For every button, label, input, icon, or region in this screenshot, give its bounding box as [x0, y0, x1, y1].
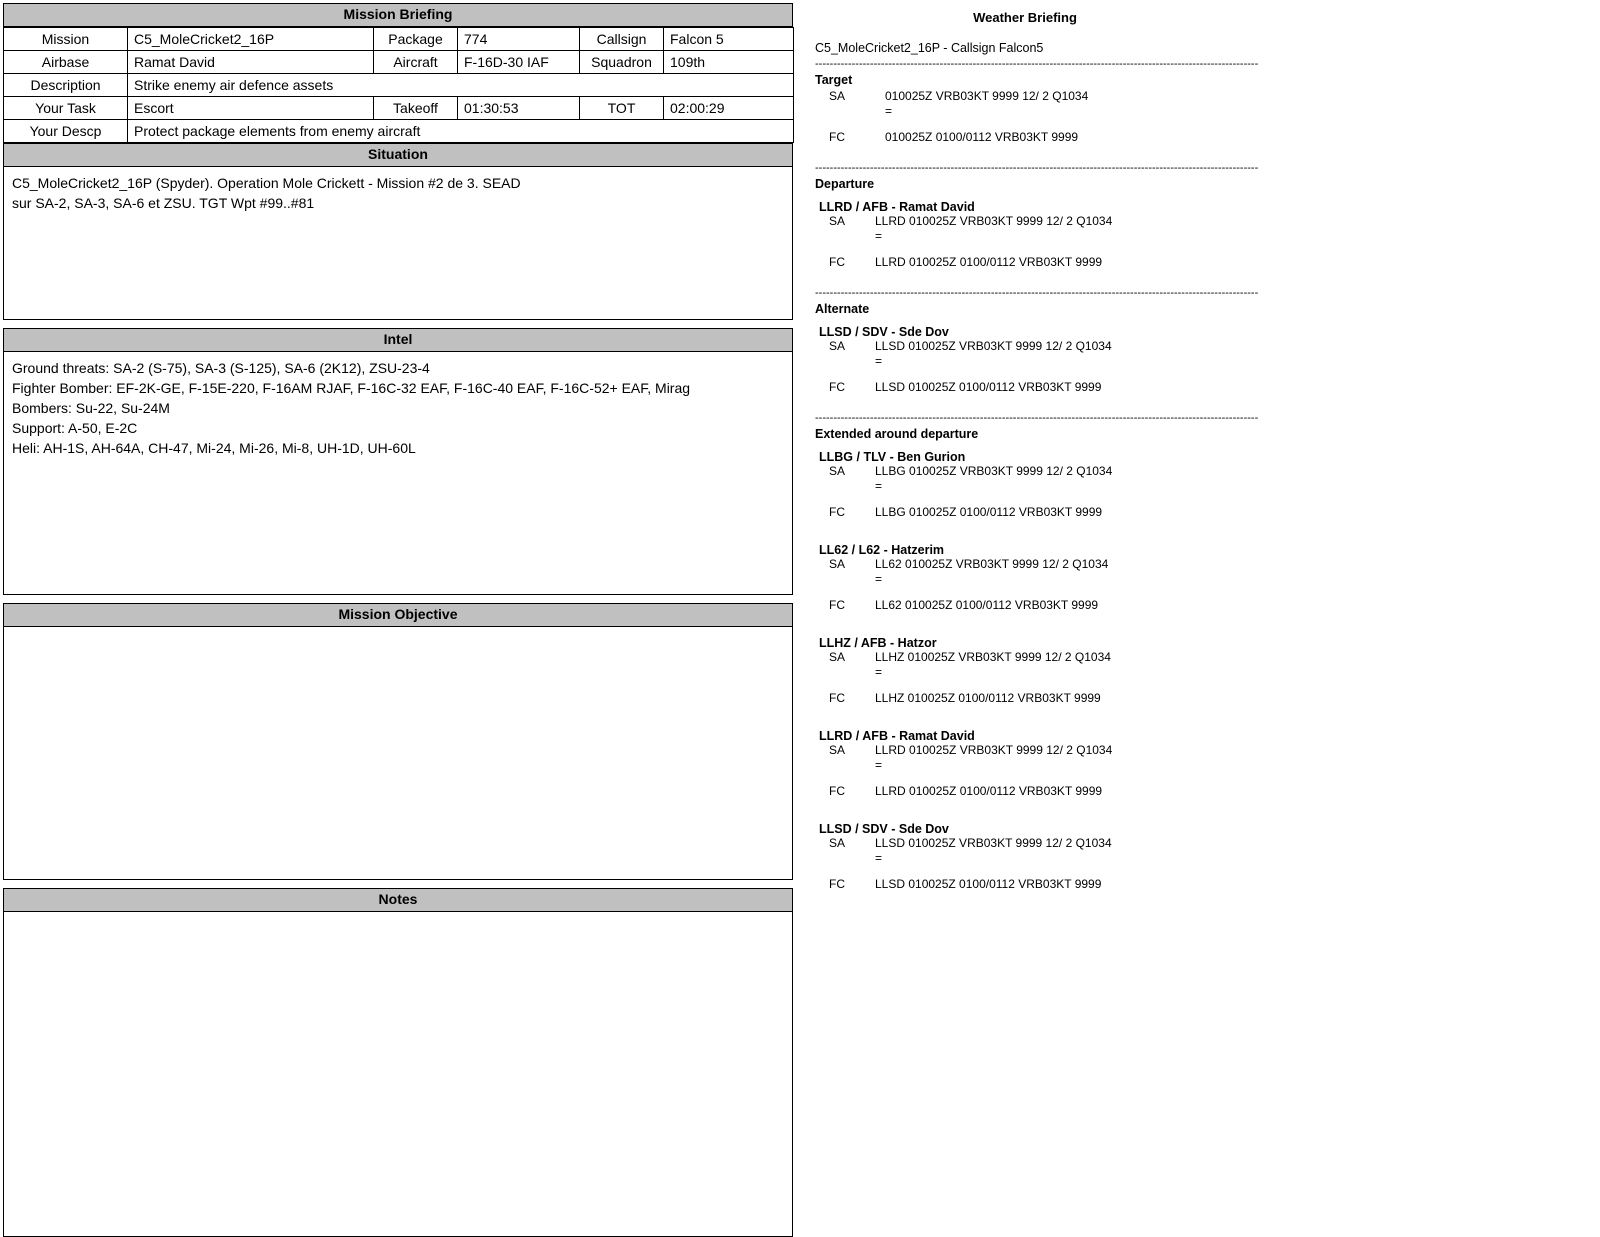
- observation-text: 010025Z 0100/0112 VRB03KT 9999: [885, 130, 1079, 144]
- observation-text: LLHZ 010025Z 0100/0112 VRB03KT 9999: [875, 691, 1101, 705]
- aircraft-value: F-16D-30 IAF: [458, 51, 580, 74]
- observation-text: =: [875, 572, 883, 586]
- observation-kind: [829, 479, 875, 494]
- observation-kind: [829, 104, 885, 119]
- weather-observation-row: [829, 665, 1575, 680]
- spacer: [815, 706, 1575, 720]
- table-row: [4, 28, 794, 51]
- spacer: [3, 320, 793, 328]
- observation-text: LLBG 010025Z 0100/0112 VRB03KT 9999: [875, 505, 1103, 519]
- observation-kind: FC: [829, 598, 845, 612]
- observation-kind: FC: [829, 255, 845, 269]
- observation-text: LLHZ 010025Z VRB03KT 9999 12/ 2 Q1034: [875, 650, 1111, 664]
- observation-text: =: [875, 851, 883, 865]
- airbase-label: Airbase: [4, 51, 128, 74]
- observation-kind: [829, 758, 875, 773]
- observation-kind: FC: [829, 130, 845, 144]
- observation-text: LLSD 010025Z VRB03KT 9999 12/ 2 Q1034: [875, 836, 1112, 850]
- weather-observation-row: [829, 851, 1575, 866]
- weather-observation-row: [829, 255, 1575, 270]
- mission-briefing-panel: [3, 3, 793, 1237]
- observation-text: LLRD 010025Z VRB03KT 9999 12/ 2 Q1034: [875, 214, 1113, 228]
- observation-text: =: [875, 665, 883, 679]
- observation-kind: [829, 572, 875, 587]
- observation-kind: SA: [829, 339, 846, 353]
- tot-value: 02:00:29: [664, 97, 794, 120]
- observation-kind: FC: [829, 784, 845, 798]
- weather-observation-row: [829, 877, 1575, 892]
- situation-body: [3, 167, 793, 320]
- weather-group-title: Extended around departure: [815, 427, 979, 441]
- weather-observation-row: [829, 89, 1575, 104]
- observation-text: =: [875, 758, 883, 772]
- divider-rule: -------------------------------------------------------------------------------------------------------------------------: [815, 162, 1259, 174]
- takeoff-value: 01:30:53: [458, 97, 580, 120]
- intel-line: Bombers: Su-22, Su-24M: [12, 400, 170, 416]
- weather-station-name: LLSD / SDV - Sde Dov: [819, 822, 949, 836]
- table-row: [4, 120, 794, 143]
- situation-line: sur SA-2, SA-3, SA-6 et ZSU. TGT Wpt #99..#81: [12, 195, 315, 211]
- observation-text: LLRD 010025Z 0100/0112 VRB03KT 9999: [875, 255, 1103, 269]
- weather-station-name: LLHZ / AFB - Hatzor: [819, 636, 937, 650]
- weather-observation-row: [829, 130, 1575, 145]
- weather-observation-row: [829, 354, 1575, 369]
- spacer: [815, 892, 1575, 906]
- weather-observation-row: [829, 572, 1575, 587]
- observation-kind: SA: [829, 836, 846, 850]
- weather-observation-row: [829, 557, 1575, 572]
- squadron-value: 109th: [664, 51, 794, 74]
- observation-kind: [829, 851, 875, 866]
- takeoff-label: Takeoff: [374, 97, 458, 120]
- observation-kind: SA: [829, 464, 846, 478]
- intel-body: [3, 352, 793, 595]
- notes-body: [3, 912, 793, 1237]
- weather-briefing-panel: [815, 10, 1575, 906]
- observation-text: LLSD 010025Z VRB03KT 9999 12/ 2 Q1034: [875, 339, 1112, 353]
- mission-details-table: [3, 27, 794, 143]
- weather-observation-row: [829, 339, 1575, 354]
- weather-observation-row: [829, 598, 1575, 613]
- intel-line: Ground threats: SA-2 (S-75), SA-3 (S-125), SA-6 (2K12), ZSU-23-4: [12, 360, 430, 376]
- table-row: [4, 74, 794, 97]
- divider-rule: -------------------------------------------------------------------------------------------------------------------------: [815, 287, 1259, 299]
- description-value: Strike enemy air defence assets: [128, 74, 794, 97]
- weather-briefing-subtitle: C5_MoleCricket2_16P - Callsign Falcon5: [815, 41, 1044, 55]
- weather-observation-row: [829, 229, 1575, 244]
- your-descp-value: Protect package elements from enemy aircraft: [128, 120, 794, 143]
- spacer: [815, 145, 1575, 159]
- spacer: [815, 613, 1575, 627]
- observation-text: LLRD 010025Z 0100/0112 VRB03KT 9999: [875, 784, 1103, 798]
- weather-observation-row: [829, 836, 1575, 851]
- spacer: [815, 866, 1575, 877]
- spacer: [815, 587, 1575, 598]
- observation-kind: SA: [829, 557, 846, 571]
- observation-kind: [829, 229, 875, 244]
- your-task-value: Escort: [128, 97, 374, 120]
- observation-text: =: [875, 479, 883, 493]
- observation-kind: FC: [829, 380, 845, 394]
- spacer: [815, 773, 1575, 784]
- airbase-value: Ramat David: [128, 51, 374, 74]
- weather-group-title: Target: [815, 73, 853, 87]
- weather-observation-row: [829, 758, 1575, 773]
- observation-text: LLBG 010025Z VRB03KT 9999 12/ 2 Q1034: [875, 464, 1113, 478]
- weather-station-name: LLBG / TLV - Ben Gurion: [819, 450, 966, 464]
- weather-observation-row: [829, 650, 1575, 665]
- intel-header: Intel: [3, 328, 793, 352]
- observation-kind: SA: [829, 89, 846, 103]
- observation-kind: SA: [829, 214, 846, 228]
- spacer: [815, 270, 1575, 284]
- callsign-value: Falcon 5: [664, 28, 794, 51]
- observation-kind: FC: [829, 691, 845, 705]
- description-label: Description: [4, 74, 128, 97]
- your-task-label: Your Task: [4, 97, 128, 120]
- spacer: [815, 494, 1575, 505]
- divider-rule: -------------------------------------------------------------------------------------------------------------------------: [815, 412, 1259, 424]
- observation-kind: [829, 354, 875, 369]
- table-row: [4, 51, 794, 74]
- mission-briefing-header: Mission Briefing: [3, 3, 793, 27]
- spacer: [815, 369, 1575, 380]
- spacer: [3, 595, 793, 603]
- observation-kind: SA: [829, 743, 846, 757]
- weather-observation-row: [829, 214, 1575, 229]
- observation-kind: FC: [829, 877, 845, 891]
- mission-objective-header: Mission Objective: [3, 603, 793, 627]
- observation-text: =: [875, 354, 883, 368]
- weather-station-name: LLSD / SDV - Sde Dov: [819, 325, 949, 339]
- spacer: [815, 119, 1575, 130]
- table-row: [4, 97, 794, 120]
- observation-kind: SA: [829, 650, 846, 664]
- observation-text: LLSD 010025Z 0100/0112 VRB03KT 9999: [875, 877, 1102, 891]
- your-descp-label: Your Descp: [4, 120, 128, 143]
- notes-header: Notes: [3, 888, 793, 912]
- weather-briefing-title: Weather Briefing: [973, 10, 1077, 25]
- weather-observation-row: [829, 479, 1575, 494]
- spacer: [815, 244, 1575, 255]
- spacer: [3, 880, 793, 888]
- observation-kind: [829, 665, 875, 680]
- weather-observation-row: [829, 104, 1575, 119]
- package-label: Package: [374, 28, 458, 51]
- situation-header: Situation: [3, 143, 793, 167]
- package-value: 774: [458, 28, 580, 51]
- weather-observation-row: [829, 743, 1575, 758]
- weather-observation-row: [829, 784, 1575, 799]
- weather-group-title: Alternate: [815, 302, 870, 316]
- spacer: [815, 395, 1575, 409]
- observation-text: =: [875, 229, 883, 243]
- intel-line: Support: A-50, E-2C: [12, 420, 138, 436]
- aircraft-label: Aircraft: [374, 51, 458, 74]
- intel-line: Heli: AH-1S, AH-64A, CH-47, Mi-24, Mi-26, Mi-8, UH-1D, UH-60L: [12, 440, 416, 456]
- intel-line: Fighter Bomber: EF-2K-GE, F-15E-220, F-16AM RJAF, F-16C-32 EAF, F-16C-40 EAF, F-16C-52+ EAF, Mirag: [12, 380, 691, 396]
- spacer: [815, 680, 1575, 691]
- weather-station-name: LLRD / AFB - Ramat David: [819, 729, 975, 743]
- weather-groups: [815, 57, 1575, 906]
- observation-kind: FC: [829, 505, 845, 519]
- observation-text: 010025Z VRB03KT 9999 12/ 2 Q1034: [885, 89, 1089, 103]
- weather-observation-row: [829, 380, 1575, 395]
- weather-station-name: LLRD / AFB - Ramat David: [819, 200, 975, 214]
- weather-group-title: Departure: [815, 177, 875, 191]
- spacer: [815, 520, 1575, 534]
- mission-value: C5_MoleCricket2_16P: [128, 28, 374, 51]
- observation-text: LLSD 010025Z 0100/0112 VRB03KT 9999: [875, 380, 1102, 394]
- observation-text: LL62 010025Z 0100/0112 VRB03KT 9999: [875, 598, 1099, 612]
- weather-observation-row: [829, 691, 1575, 706]
- observation-text: =: [885, 104, 893, 118]
- squadron-label: Squadron: [580, 51, 664, 74]
- mission-label: Mission: [4, 28, 128, 51]
- divider-rule: -------------------------------------------------------------------------------------------------------------------------: [815, 58, 1259, 70]
- weather-station-name: LL62 / L62 - Hatzerim: [819, 543, 945, 557]
- situation-line: C5_MoleCricket2_16P (Spyder). Operation Mole Crickett - Mission #2 de 3. SEAD: [12, 175, 521, 191]
- spacer: [815, 799, 1575, 813]
- weather-observation-row: [829, 464, 1575, 479]
- mission-objective-body: [3, 627, 793, 880]
- tot-label: TOT: [580, 97, 664, 120]
- callsign-label: Callsign: [580, 28, 664, 51]
- weather-observation-row: [829, 505, 1575, 520]
- observation-text: LL62 010025Z VRB03KT 9999 12/ 2 Q1034: [875, 557, 1109, 571]
- observation-text: LLRD 010025Z VRB03KT 9999 12/ 2 Q1034: [875, 743, 1113, 757]
